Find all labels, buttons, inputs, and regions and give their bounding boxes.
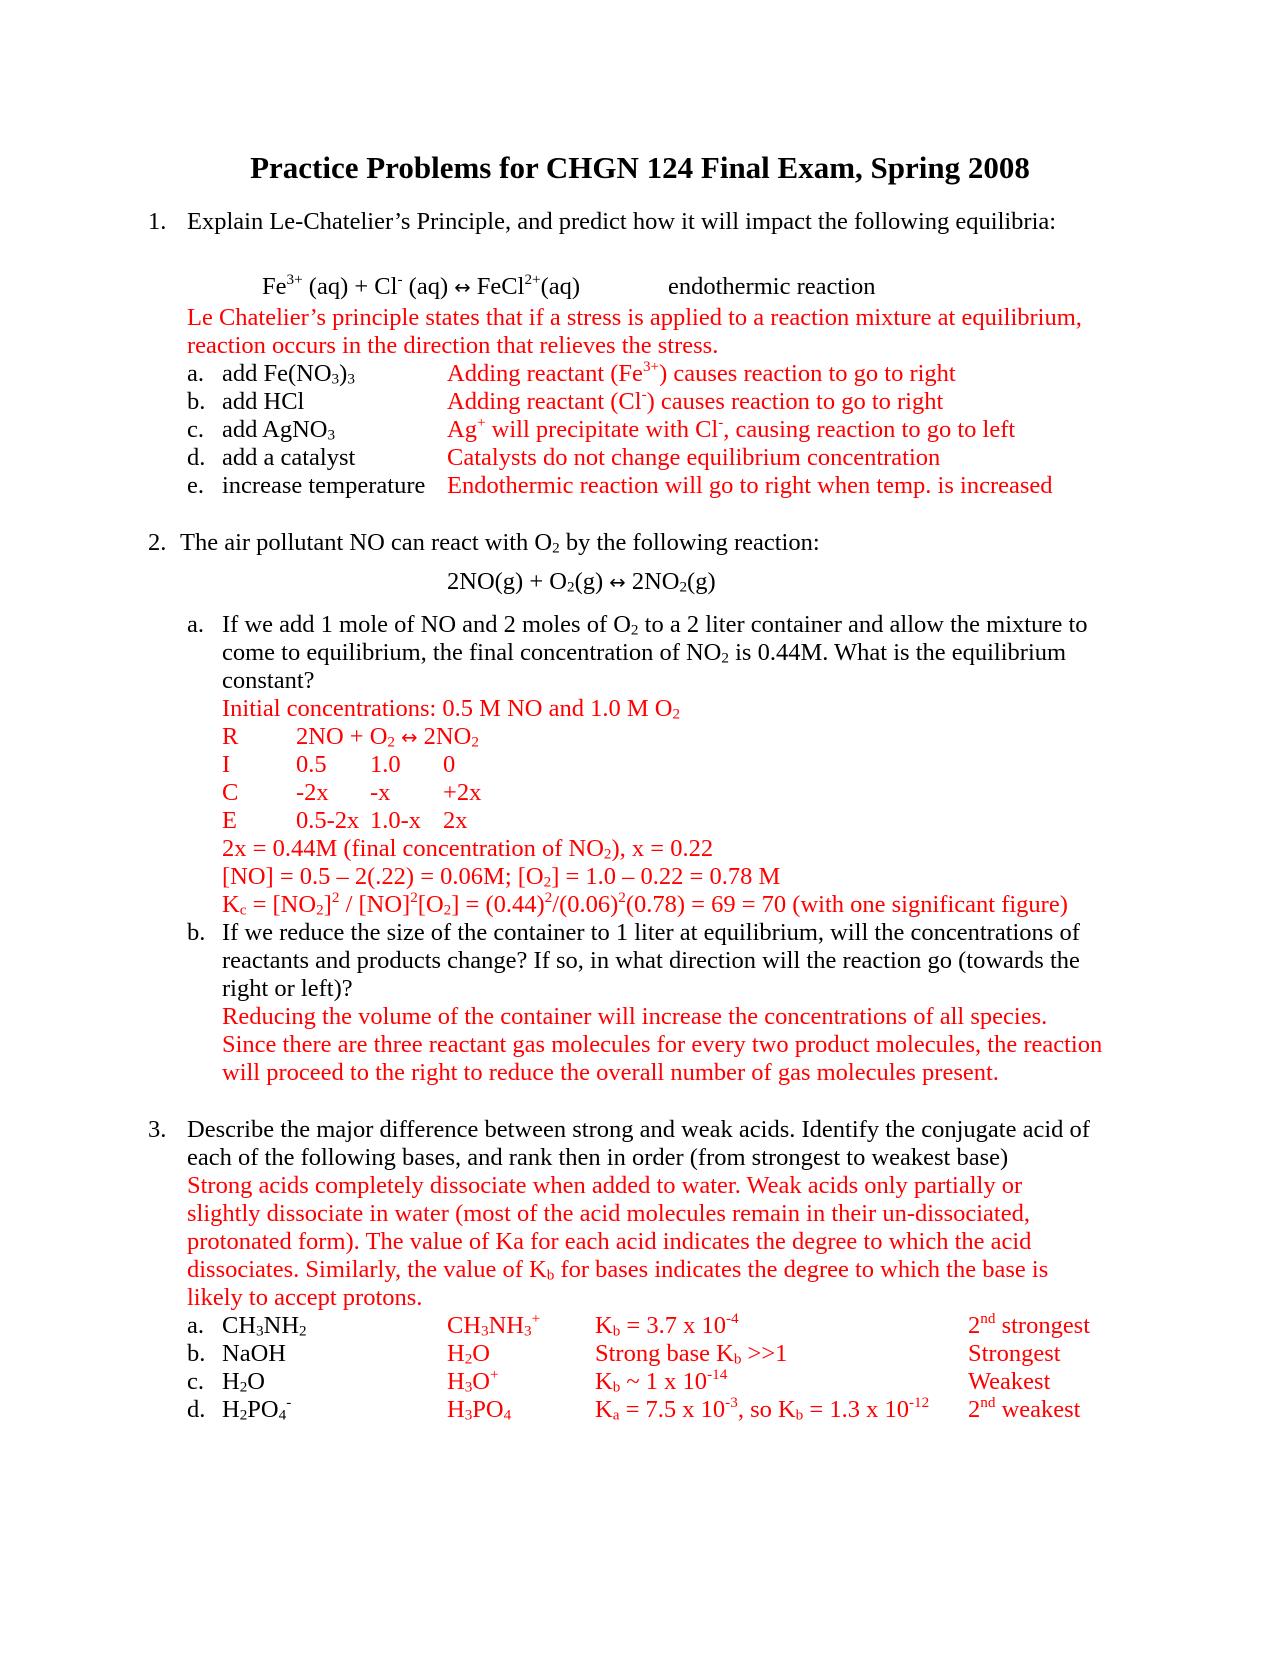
q3d-rank: 2nd weakest xyxy=(968,1394,1081,1423)
q1-prompt: Explain Le-Chatelier’s Principle, and predict how it will impact the following equilibria: xyxy=(187,208,1057,235)
q3-prompt-line-1: Describe the major difference between strong and weak acids. Identify the conjugate acid of xyxy=(187,1116,1090,1143)
rice-c-no: -2x xyxy=(296,779,329,806)
q2b-answer-line-3: will proceed to the right to reduce the overall number of gas molecules present. xyxy=(222,1059,999,1086)
q3b-rank: Strongest xyxy=(968,1340,1061,1367)
rice-e-no2: 2x xyxy=(443,807,468,834)
q2a-text-line-3: constant? xyxy=(222,667,315,694)
page-title: Practice Problems for CHGN 124 Final Exam, Spring 2008 xyxy=(250,150,1030,185)
q2b-text-line-1: If we reduce the size of the container to 1 liter at equilibrium, will the concentrations of xyxy=(222,919,1080,946)
q3a-rank: 2nd strongest xyxy=(968,1310,1091,1339)
q3b-constant: Strong base $K_b >>1$ xyxy=(595,1340,788,1368)
equilibrium-arrow-icon: ↔ xyxy=(454,276,471,299)
q3-prompt-line-2: each of the following bases, and rank then in order (from strongest to weakest base) xyxy=(187,1144,1009,1171)
q3c-label: c. xyxy=(187,1368,204,1395)
rice-label-r: R xyxy=(222,723,239,750)
q1b-answer: Adding reactant (Cl-) causes reaction to go to right xyxy=(447,386,944,415)
q1e-label: e. xyxy=(187,472,204,499)
q1a-label: a. xyxy=(187,360,204,387)
rice-i-no2: 0 xyxy=(443,751,456,778)
q3c-constant: $K_b$ ~ 1 x $10^{-14}$ xyxy=(595,1366,728,1396)
q3-answer-line-5: likely to accept protons. xyxy=(187,1284,423,1311)
q2b-label: b. xyxy=(187,919,206,946)
q3d-base: $H_2PO_4^-$ xyxy=(222,1394,292,1424)
rice-label-i: I xyxy=(222,751,231,778)
q3d-label: d. xyxy=(187,1396,206,1423)
rice-label-e: E xyxy=(222,807,237,834)
q3a-base: $CH_3NH_2$ xyxy=(222,1312,307,1340)
q3a-conjugate-acid: $CH_3NH_3^+$ xyxy=(447,1310,541,1340)
q2-number: 2. xyxy=(148,529,167,556)
q1a-text: add $Fe(NO_3)_3$ xyxy=(222,360,355,388)
q1-answer-line-1: Le Chatelier’s principle states that if a stress is applied to a reaction mixture at equilibrium, xyxy=(187,304,1082,331)
q3-answer-line-3: protonated form). The value of Ka for each acid indicates the degree to which the acid xyxy=(187,1228,1032,1255)
rice-e-o2: 1.0-x xyxy=(370,807,422,834)
q1b-label: b. xyxy=(187,388,206,415)
q1-number: 1. xyxy=(148,208,167,235)
q2b-answer-line-2: Since there are three reactant gas molecules for every two product molecules, the reaction xyxy=(222,1031,1103,1058)
q1a-answer: Adding reactant $(Fe^{3+})$ causes reaction to go to right xyxy=(447,358,956,387)
q2b-text-line-3: right or left)? xyxy=(222,975,353,1002)
rice-c-o2: -x xyxy=(370,779,391,806)
q1b-text: add HCl xyxy=(222,388,305,415)
q3-answer-line-1: Strong acids completely dissociate when added to water. Weak acids only partially or xyxy=(187,1172,1023,1199)
q1e-text: increase temperature xyxy=(222,472,426,499)
q2a-calc-line-1: 2x = 0.44M (final concentration of $NO_2$), x = 0.22 xyxy=(222,835,714,863)
q1-equation: $Fe^{3+}$ (aq) + Cl- (aq) ↔ FeCl$^{2+}$(aq) xyxy=(262,271,581,300)
q3b-conjugate-acid: $H_2O$ xyxy=(447,1340,490,1368)
q3-answer-line-2: slightly dissociate in water (most of the acid molecules remain in their un-dissociated, xyxy=(187,1200,1030,1227)
q2a-label: a. xyxy=(187,611,204,638)
q2a-text-line-1: If we add 1 mole of NO and 2 moles of $O_2$ to a 2 liter container and allow the mixture to xyxy=(222,611,1088,639)
q3b-label: b. xyxy=(187,1340,206,1367)
rice-label-c: C xyxy=(222,779,239,806)
q1c-text: add AgNO$_3$ xyxy=(222,416,336,444)
q1-answer-line-2: reaction occurs in the direction that relieves the stress. xyxy=(187,332,719,359)
q2b-answer-line-1: Reducing the volume of the container will increase the concentrations of all species. xyxy=(222,1003,1048,1030)
q2-prompt: The air pollutant NO can react with $O_2$ by the following reaction: xyxy=(180,529,820,557)
rice-e-no: 0.5-2x xyxy=(296,807,360,834)
q2a-calc-line-2: [NO] = 0.5 – 2(.22) = 0.06M; $[O_2] = 1.0 - 0.22 = 0.78$ M xyxy=(222,863,781,891)
q1-equation-note: endothermic reaction xyxy=(668,273,876,300)
q1d-answer: Catalysts do not change equilibrium concentration xyxy=(447,444,941,471)
q1d-label: d. xyxy=(187,444,206,471)
q1c-answer: Ag+ will precipitate with Cl-, causing reaction to go to left xyxy=(447,414,1016,443)
q3c-conjugate-acid: $H_3O^+$ xyxy=(447,1366,499,1396)
equilibrium-arrow-icon: ↔ xyxy=(401,726,418,749)
q3c-rank: Weakest xyxy=(968,1368,1051,1395)
q3a-label: a. xyxy=(187,1312,204,1339)
q3c-base: $H_2O$ xyxy=(222,1368,265,1396)
q1e-answer: Endothermic reaction will go to right when temp. is increased xyxy=(447,472,1053,499)
q2-equation: $2NO(g) + O_2(g)$ ↔ $2NO_2(g)$ xyxy=(447,568,716,596)
rice-c-no2: +2x xyxy=(443,779,482,806)
q3d-constant: $K_a = 7.5$ x $10^{-3}$, so $K_b = 1.3$ x $10^{-12}$ xyxy=(595,1394,930,1424)
q2a-text-line-2: come to equilibrium, the final concentration of $NO_2$ is 0.44M. What is the equilibrium xyxy=(222,639,1067,667)
q3-number: 3. xyxy=(148,1116,167,1143)
q3d-conjugate-acid: $H_3PO_4$ xyxy=(447,1396,512,1424)
q3b-base: NaOH xyxy=(222,1340,286,1367)
q3-answer-line-4: dissociates. Similarly, the value of $K_b$ for bases indicates the degree to which the base is xyxy=(187,1256,1049,1284)
rice-i-no: 0.5 xyxy=(296,751,327,778)
q2b-text-line-2: reactants and products change? If so, in what direction will the reaction go (towards the xyxy=(222,947,1080,974)
rice-reaction: $2NO + O_2$ ↔ $2NO_2$ xyxy=(296,723,479,751)
equilibrium-arrow-icon: ↔ xyxy=(609,571,626,594)
rice-i-o2: 1.0 xyxy=(370,751,401,778)
q2a-initial-concentrations: Initial concentrations: 0.5 M NO and 1.0 M $O_2$ xyxy=(222,695,681,723)
q3a-constant: $K_b = 3.7$ x $10^{-4}$ xyxy=(595,1310,739,1340)
q1c-label: c. xyxy=(187,416,204,443)
q2a-calc-line-3: $K_c = [NO_2]^2 / [NO]^2[O_2] = (0.44)^2/(0.06)^2(0.78) = 69 = 70$ (with one significant figure) xyxy=(222,889,1068,919)
q1d-text: add a catalyst xyxy=(222,444,356,471)
